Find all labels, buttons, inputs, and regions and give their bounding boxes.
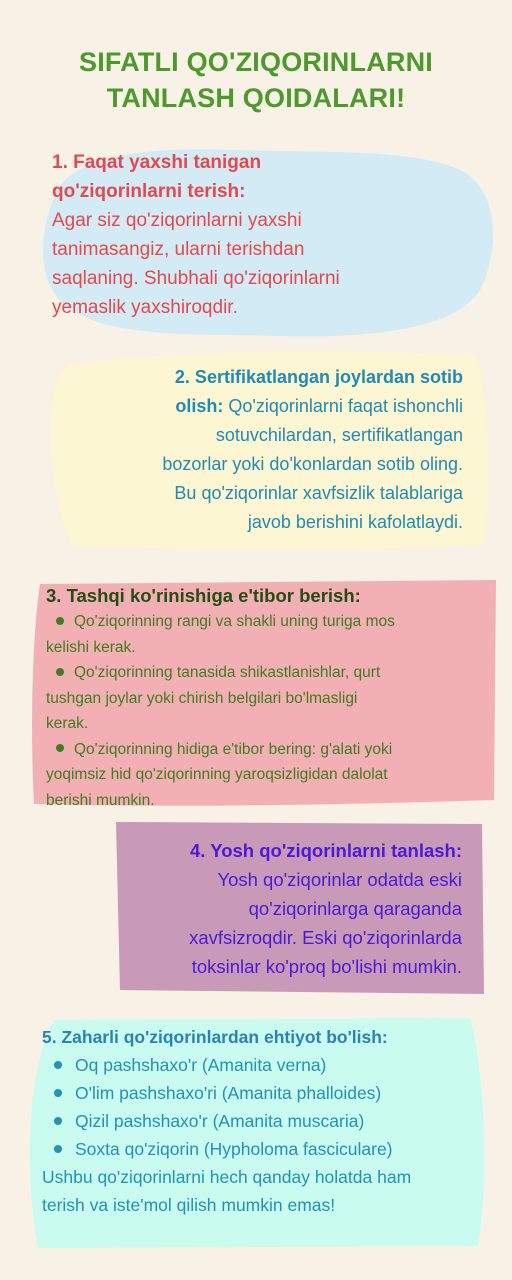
bullet-dot-icon: [54, 1089, 62, 1097]
section-3: [46, 583, 480, 813]
bullet-dot-icon: [56, 744, 64, 752]
section-4-text-line: Yosh qo'ziqorinlar odatda eski: [217, 869, 462, 890]
section-1-text-line: yemaslik yaxshiroqdir.: [52, 297, 238, 318]
poison-list-item-text: Oq pashshaxo'r (Amanita verna): [75, 1055, 327, 1075]
page-title: [0, 44, 512, 116]
section-2-text-line: Bu qo'ziqorinlar xavfsizlik talablariga: [174, 483, 463, 503]
bullet-text-continued: kerak.: [46, 715, 89, 732]
section-1-heading-line-1: 1. Faqat yaxshi tanigan: [52, 152, 262, 173]
section-1-heading: [52, 148, 442, 206]
poison-list-item-text: O'lim pashshaxo'ri (Amanita phalloides): [75, 1083, 382, 1103]
section-2-text-line: bozorlar yoki do'konlardan sotib oling.: [162, 454, 463, 474]
section-3-bullet: [46, 660, 480, 737]
bullet-text-continued: kelishi kerak.: [46, 638, 136, 656]
section-2-line: [60, 392, 463, 421]
section-2: [60, 363, 463, 537]
bullet-dot-icon: [54, 1117, 62, 1125]
section-5-footer-line: terish va iste'mol qilish mumkin emas!: [42, 1195, 336, 1215]
section-2-heading-end: olish:: [175, 396, 224, 416]
poison-list-item: [42, 1079, 486, 1107]
section-4-text-line: xavfsizroqdir. Eski qo'ziqorinlarda: [189, 927, 462, 948]
section-4-heading: 4. Yosh qo'ziqorinlarni tanlash:: [190, 840, 462, 861]
section-1-text-line: tanimasangiz, ularni terishdan: [52, 239, 305, 260]
bullet-text-continued: berishi mumkin.: [46, 791, 155, 809]
poison-list-item-text: Qizil pashshaxo'r (Amanita muscaria): [75, 1111, 365, 1131]
bullet-dot-icon: [54, 1061, 62, 1069]
section-2-text-line: sotuvchilardan, sertifikatlangan: [215, 425, 463, 445]
poison-list-item: [42, 1107, 486, 1135]
bullet-dot-icon: [56, 668, 64, 676]
poison-list-item: [42, 1051, 486, 1079]
section-1: [52, 148, 442, 322]
bullet-text-continued: yoqimsiz hid qo'ziqorinning yaroqsizligidan dalolat: [46, 766, 388, 783]
bullet-dot-icon: [54, 1145, 62, 1153]
bullet-text: Qo'ziqorinning hidiga e'tibor bering: g'alati yoki: [74, 740, 393, 758]
section-4-text-line: toksinlar ko'proq bo'lishi mumkin.: [191, 956, 462, 977]
section-2-text-line: javob berishini kafolatlaydi.: [247, 512, 463, 532]
poison-list-item-text: Soxta qo'ziqorin (Hypholoma fasciculare): [75, 1139, 393, 1159]
section-5-footer-line: Ushbu qo'ziqorinlarni hech qanday holatda ham: [42, 1167, 412, 1187]
bullet-text: Qo'ziqorinning tanasida shikastlanishlar, qurt: [74, 664, 381, 681]
section-5-heading: 5. Zaharli qo'ziqorinlardan ehtiyot bo'lish:: [42, 1027, 388, 1047]
section-1-text-line: saqlaning. Shubhali qo'ziqorinlarni: [52, 268, 340, 289]
section-2-line-text: Qo'ziqorinlarni faqat ishonchli: [223, 396, 463, 416]
bullet-text: Qo'ziqorinning rangi va shakli uning turiga mos: [74, 613, 395, 630]
section-5: [42, 1023, 486, 1219]
section-2-heading: 2. Sertifikatlangan joylardan sotib: [174, 367, 463, 387]
section-4: [124, 836, 462, 981]
section-1-text-line: Agar siz qo'ziqorinlarni yaxshi: [52, 210, 302, 231]
section-3-bullet: [46, 609, 480, 660]
title-line-2: TANLASH QOIDALARI!: [106, 83, 406, 113]
section-3-bullet: [46, 737, 480, 814]
bullet-dot-icon: [56, 617, 64, 625]
section-1-heading-line-2: qo'ziqorinlarni terish:: [52, 181, 246, 202]
section-3-heading: 3. Tashqi ko'rinishiga e'tibor berish:: [46, 585, 361, 606]
poison-list-item: [42, 1135, 486, 1163]
title-line-1: SIFATLI QO'ZIQORINLARNI: [78, 47, 433, 77]
section-4-text-line: qo'ziqorinlarga qaraganda: [248, 898, 462, 919]
bullet-text-continued: tushgan joylar yoki chirish belgilari bo'lmasligi: [46, 689, 358, 707]
